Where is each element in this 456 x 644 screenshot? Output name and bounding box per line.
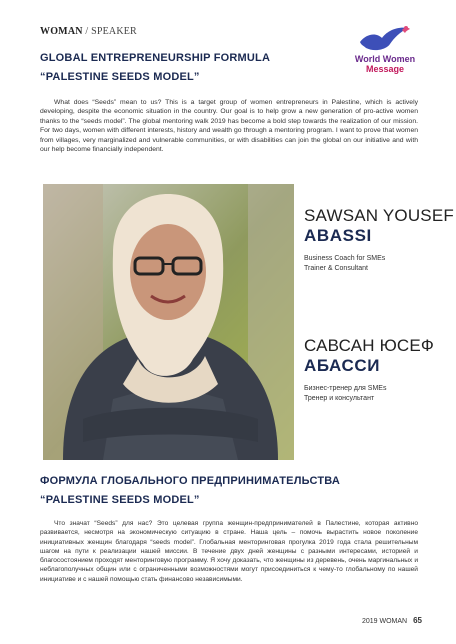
english-subtitle: “PALESTINE SEEDS MODEL” [40, 71, 200, 83]
page-number: 65 [413, 616, 422, 625]
speaker-name-russian [304, 336, 434, 404]
role-line-2-ru: Тренер и консультант [304, 395, 375, 402]
speaker-name-english [304, 206, 454, 274]
speaker-portrait-photo [43, 184, 294, 460]
english-title: GLOBAL ENTREPRENEURSHIP FORMULA [40, 52, 271, 64]
page-footer [362, 616, 422, 625]
logo-line-2: Message [365, 64, 405, 74]
last-name-ru: АБАССИ [304, 356, 381, 375]
footer-label: 2019 WOMAN [361, 618, 408, 625]
role-line-1: Business Coach for SMEs [304, 255, 386, 262]
first-name: SAWSAN YOUSEF [304, 206, 454, 225]
section-header [40, 26, 137, 37]
section-sublabel: SPEAKER [91, 26, 137, 37]
role-line-1-ru: Бизнес-тренер для SMEs [304, 385, 387, 392]
world-women-message-logo [342, 24, 428, 80]
english-paragraph: What does “Seeds” mean to us? This is a target group of women entrepreneurs in Palestine, which is actively developing, despite the economic situation in the country. Our goal is to help grow a new generation of pro-active women thanks to the “seeds model”. The global mentoring walk 2019 has become a bold step towards the realization of our mission. For two days, women with different interests, history and wealth go through a mentoring program. I want to prove that women from villages, very marginalized and vulnerable communities, or with disabilities can join the global on our initiative and with our help become financially independent. [40, 99, 418, 154]
section-label: WOMAN [40, 26, 83, 37]
first-name-ru: САВСАН ЮСЕФ [304, 336, 434, 355]
russian-paragraph: Что значат “Seeds” для нас? Это целевая группа женщин-предпринимателей в Палестине, которая активно развивается, несмотря на экономическую ситуацию в стране. Наша цель – помочь вырастить новое поколение инициативных женщин благодаря “seeds model”. Глобальная менторинговая прогулка 2019 года стала решительным шагом на пути к реализации нашей миссии. В течение двух дней женщины с разными интересами, историей и благосостоянием проходят менторинговую программу. Я хочу доказать, что женщины из деревень, очень маргинальных и неблагополучных общин или с ограниченными возможностями могут присоединиться к чему-то глобальному по нашей инициативе и с нашей помощью стать финансово независимыми. [40, 520, 418, 583]
dove-icon [356, 24, 414, 54]
section-separator: / [82, 26, 92, 37]
russian-subtitle: “PALESTINE SEEDS MODEL” [40, 494, 200, 506]
role-line-2: Trainer & Consultant [304, 265, 368, 272]
last-name: ABASSI [304, 226, 372, 245]
logo-line-1: World Women [354, 54, 416, 64]
russian-title: ФОРМУЛА ГЛОБАЛЬНОГО ПРЕДПРИНИМАТЕЛЬСТВА [40, 475, 340, 487]
